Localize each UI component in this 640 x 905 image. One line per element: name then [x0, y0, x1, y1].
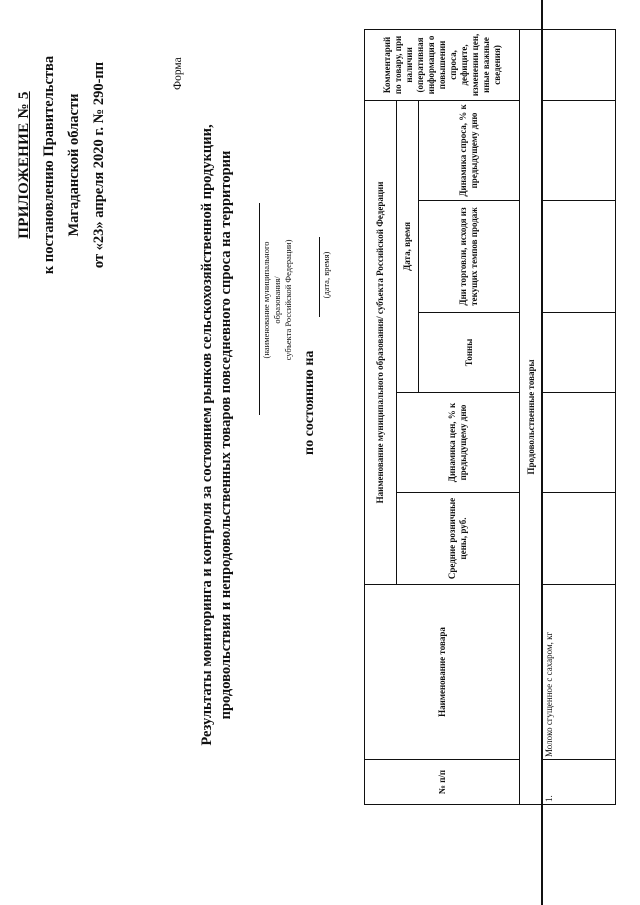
header-price-dynamics: Динамика цен, % к предыдущему дню [397, 393, 520, 493]
appendix-line-3: от «23» апреля 2020 г. № 290-пп [91, 61, 107, 269]
forma-label: Форма [172, 57, 184, 90]
municipality-caption-line-1: (наименование муниципального образования/ [261, 241, 282, 359]
header-tons: Тонны [419, 313, 520, 393]
appendix-title: ПРИЛОЖЕНИЕ № 5 [16, 91, 32, 239]
header-municipality: Наименование муниципального образования/ субъекта Российской Федерации [365, 100, 397, 584]
appendix-block [12, 15, 112, 315]
row1-avg-price [543, 493, 616, 585]
header-num: № п/п [365, 760, 520, 805]
row1-tons [543, 313, 616, 393]
header-comment: Комментарий по товару, при наличии (оперативная информация о повышении спроса, дефиците, изменении цен, иные важные сведения) [365, 29, 520, 100]
header-name: Наименование товара [365, 585, 520, 760]
report-title [198, 25, 236, 845]
appendix-line-1: к постановлению Правительства [41, 55, 57, 275]
municipality-underline [259, 203, 260, 415]
municipality-caption [261, 230, 294, 370]
page-bottom-rule [541, 0, 543, 905]
section-food-products: Продовольственные товары [520, 29, 543, 804]
row1-trade-days [543, 201, 616, 313]
row1-comment [543, 29, 616, 100]
row1-name: Молоко сгущенное с сахаром, кг [543, 585, 616, 760]
monitoring-table [364, 29, 616, 805]
municipality-caption-line-2: субъекта Российской Федерации) [283, 239, 293, 361]
row1-price-dynamics [543, 393, 616, 493]
row1-num: 1. [543, 760, 616, 805]
header-demand-dynamics: Динамика спроса, % к предыдущему дню [419, 100, 520, 200]
report-title-line-1: Результаты мониторинга и контроля за состоянием рынков сельскохозяйственной продукции, [199, 124, 215, 746]
header-date-time: Дата, время [397, 100, 419, 392]
report-title-line-2: продовольствия и непродовольственных товаров повседневного спроса на территории [218, 150, 234, 720]
as-of-label: по состоянию на [302, 350, 317, 455]
header-avg-price: Средние розничные цены, руб. [397, 493, 520, 585]
appendix-line-2: Магаданской области [66, 93, 82, 237]
as-of-caption: (дата, время) [321, 251, 331, 299]
as-of-underline [319, 237, 320, 317]
header-trade-days: Дни торговли, исходя из текущих темпов продаж [419, 201, 520, 313]
row1-demand-dynamics [543, 100, 616, 200]
